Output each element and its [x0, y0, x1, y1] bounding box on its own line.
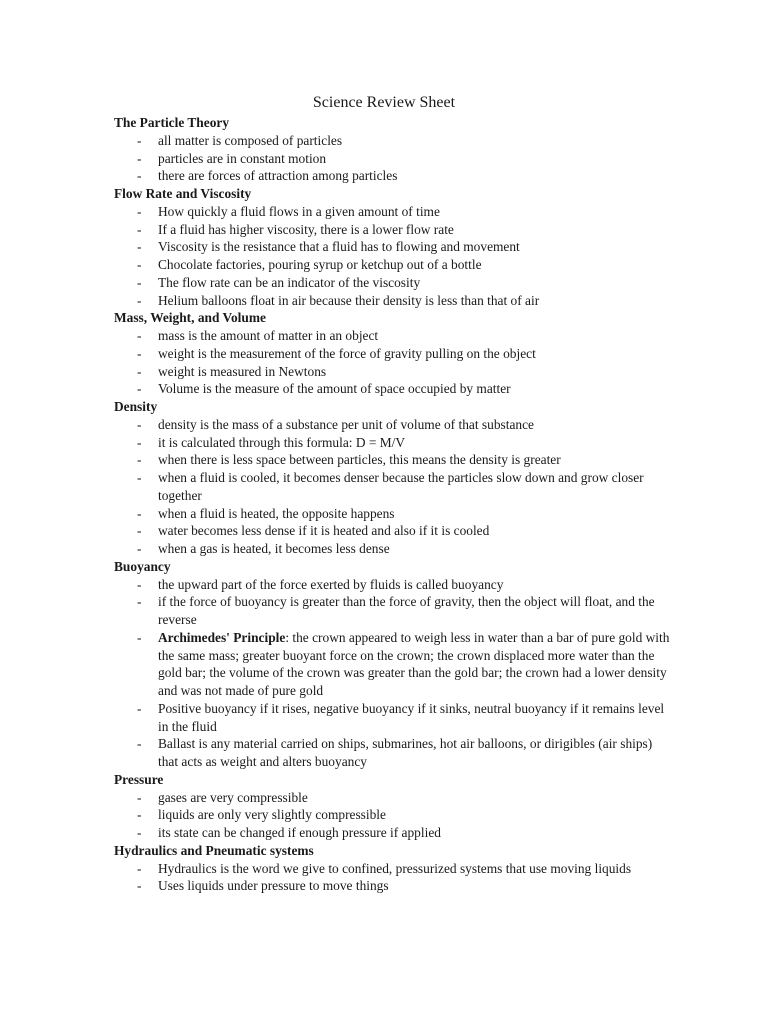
list-item: [114, 576, 674, 594]
list-item-text: [158, 133, 342, 148]
section-heading: Mass, Weight, and Volume: [114, 310, 266, 326]
list-item: [114, 363, 674, 381]
list-item: [114, 345, 674, 363]
list-item: [114, 150, 674, 168]
item-body: gases are very compressible: [158, 789, 308, 805]
section-heading: Hydraulics and Pneumatic systems: [114, 842, 314, 858]
list-item-text: [158, 346, 536, 361]
list-item: [114, 274, 674, 292]
section: [114, 842, 674, 895]
bullet-dash: -: [137, 203, 142, 219]
bullet-dash: -: [137, 878, 142, 894]
bullet-dash: -: [137, 434, 142, 450]
section-heading: The Particle Theory: [114, 115, 230, 130]
bullet-dash: -: [137, 860, 142, 876]
item-body: if the force of buoyancy is greater than the force of gravity, then the object will float, and the reverse: [158, 594, 655, 627]
section-heading: Pressure: [114, 771, 164, 787]
bullet-dash: -: [137, 736, 142, 752]
item-body: Volume is the measure of the amount of space occupied by matter: [158, 381, 511, 397]
list-item-text: [158, 239, 520, 254]
item-body: Chocolate factories, pouring syrup or ketchup out of a bottle: [158, 257, 482, 272]
item-body: Helium balloons float in air because their density is less than that of air: [158, 292, 540, 308]
item-body: the upward part of the force exerted by fluids is called buoyancy: [158, 576, 504, 592]
section: [114, 309, 674, 398]
bullet-dash: -: [137, 825, 142, 840]
item-body: density is the mass of a substance per unit of volume of that substance: [158, 416, 534, 432]
list-item-text: [158, 736, 652, 769]
list-item-text: [158, 364, 326, 379]
bullet-dash: -: [137, 576, 142, 592]
bullet-dash: -: [137, 274, 142, 290]
list-item-text: [158, 630, 669, 698]
term-bold: Archimedes' Principle: [158, 629, 286, 645]
list-item: [114, 451, 674, 469]
bullet-list: [114, 860, 674, 896]
item-body: Uses liquids under pressure to move things: [158, 878, 389, 894]
list-item-text: [158, 523, 489, 538]
bullet-list: [114, 789, 674, 842]
item-body: when there is less space between particles, this means the density is greater: [158, 452, 561, 468]
list-item-text: [158, 878, 389, 893]
item-body: there are forces of attraction among particles: [158, 168, 398, 184]
list-item-text: [158, 204, 440, 219]
list-item-text: [158, 825, 441, 840]
section-heading: Flow Rate and Viscosity: [114, 186, 252, 201]
bullet-list: [114, 416, 674, 558]
item-body: when a fluid is cooled, it becomes denser because the particles slow down and grow closer together: [158, 470, 644, 503]
bullet-dash: -: [137, 541, 142, 556]
bullet-dash: -: [137, 328, 142, 343]
list-item: [114, 789, 674, 807]
bullet-dash: -: [137, 363, 142, 379]
list-item-text: [158, 435, 405, 450]
list-item-text: [158, 541, 390, 556]
bullet-dash: -: [137, 452, 142, 468]
list-item: [114, 806, 674, 824]
list-item: [114, 380, 674, 398]
bullet-dash: -: [137, 381, 142, 397]
item-body: How quickly a fluid flows in a given amount of time: [158, 203, 440, 219]
section: [114, 398, 674, 558]
item-body: its state can be changed if enough pressure if applied: [158, 825, 441, 840]
item-body: mass is the amount of matter in an object: [158, 328, 379, 343]
bullet-dash: -: [137, 132, 142, 148]
bullet-dash: -: [137, 470, 142, 485]
list-item: [114, 877, 674, 895]
bullet-dash: -: [137, 257, 142, 272]
list-item: [114, 238, 674, 256]
bullet-dash: -: [137, 789, 142, 805]
list-item: [114, 522, 674, 540]
section: [114, 558, 674, 771]
list-item: [114, 434, 674, 452]
bullet-dash: -: [137, 416, 142, 432]
list-item-text: [158, 417, 534, 432]
list-item-text: [158, 861, 631, 876]
item-body: liquids are only very slightly compressible: [158, 807, 386, 823]
item-body: Ballast is any material carried on ships, submarines, hot air balloons, or dirigibles (air ships) that acts as weight and alters buoyancy: [158, 736, 653, 769]
item-body: Positive buoyancy if it rises, negative buoyancy if it sinks, neutral buoyancy if it remains level in the fluid: [158, 700, 665, 734]
list-item-text: [158, 293, 539, 308]
list-item: [114, 593, 674, 629]
bullet-dash: -: [137, 505, 142, 521]
item-body: water becomes less dense if it is heated and also if it is cooled: [158, 523, 490, 539]
list-item-text: [158, 257, 482, 272]
list-item-text: [158, 222, 454, 237]
section: [114, 771, 674, 842]
list-item: [114, 221, 674, 239]
item-body: : the crown appeared to weigh less in water than a bar of pure gold with the same mass; greater buoyant force on the crown; the crown displaced more water than the gold bar; the volume of the crown was greater than the gold bar; the crown had a lower density and was not made of pure gold: [158, 629, 670, 698]
item-body: it is calculated through this formula: D = M/V: [158, 434, 406, 450]
list-item: [114, 416, 674, 434]
item-body: The flow rate can be an indicator of the viscosity: [158, 274, 421, 290]
bullet-dash: -: [137, 345, 142, 361]
list-item: [114, 824, 674, 842]
bullet-dash: -: [137, 221, 142, 237]
list-item-text: [158, 577, 503, 592]
list-item-text: [158, 470, 644, 503]
bullet-dash: -: [137, 239, 142, 255]
list-item: [114, 203, 674, 221]
bullet-list: [114, 132, 674, 185]
item-body: If a fluid has higher viscosity, there is a lower flow rate: [158, 221, 454, 237]
bullet-list: [114, 576, 674, 771]
list-item-text: [158, 328, 378, 343]
list-item: [114, 327, 674, 345]
section-heading: Buoyancy: [114, 558, 171, 574]
bullet-list: [114, 327, 674, 398]
list-item: [114, 629, 674, 700]
list-item: [114, 700, 674, 736]
bullet-dash: -: [137, 150, 142, 166]
list-item: [114, 292, 674, 310]
item-body: when a fluid is heated, the opposite happens: [158, 505, 395, 521]
list-item-text: [158, 151, 326, 166]
section: [114, 185, 674, 309]
item-body: Hydraulics is the word we give to confined, pressurized systems that use moving liquids: [158, 860, 632, 876]
item-body: weight is measured in Newtons: [158, 363, 327, 379]
list-item: [114, 132, 674, 150]
list-item-text: [158, 594, 655, 627]
bullet-dash: -: [137, 807, 142, 823]
list-item: [114, 540, 674, 558]
bullet-list: [114, 203, 674, 310]
item-body: particles are in constant motion: [158, 150, 327, 166]
list-item: [114, 469, 674, 505]
list-item-text: [158, 168, 397, 183]
list-item-text: [158, 275, 420, 290]
bullet-dash: -: [137, 629, 142, 645]
item-body: when a gas is heated, it becomes less dense: [158, 541, 390, 556]
list-item: [114, 256, 674, 274]
list-item: [114, 735, 674, 771]
list-item: [114, 860, 674, 878]
list-item-text: [158, 701, 664, 734]
list-item-text: [158, 381, 511, 396]
page-title: Science Review Sheet: [312, 94, 456, 111]
list-item-text: [158, 807, 386, 822]
list-item-text: [158, 506, 395, 521]
bullet-dash: -: [137, 594, 142, 610]
document-body: [114, 114, 674, 895]
item-body: Viscosity is the resistance that a fluid has to flowing and movement: [158, 239, 520, 255]
list-item: [114, 167, 674, 185]
bullet-dash: -: [137, 292, 142, 308]
bullet-dash: -: [137, 523, 142, 539]
section-heading: Density: [114, 399, 158, 414]
list-item-text: [158, 790, 308, 805]
list-item: [114, 505, 674, 523]
list-item-text: [158, 452, 561, 467]
item-body: all matter is composed of particles: [158, 132, 343, 148]
bullet-dash: -: [137, 168, 142, 184]
bullet-dash: -: [137, 700, 142, 716]
item-body: weight is the measurement of the force of gravity pulling on the object: [158, 345, 536, 361]
section: [114, 114, 674, 185]
